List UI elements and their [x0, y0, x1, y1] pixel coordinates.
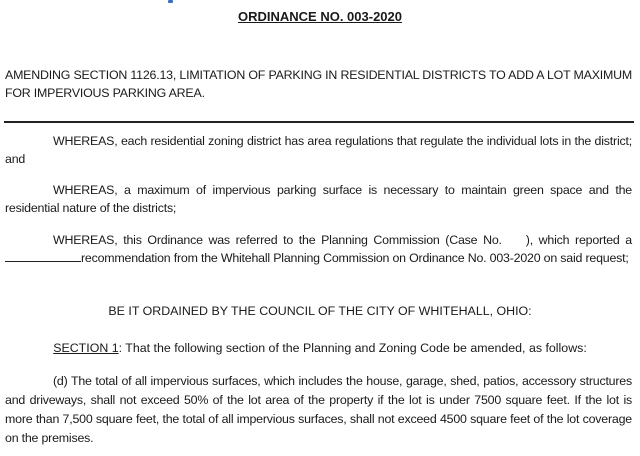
section-label: SECTION 1: [53, 341, 119, 355]
divider: [4, 121, 634, 123]
whereas-paragraph-3: [5, 231, 632, 267]
clause-d: (d) The total of all impervious surfaces, which includes the house, garage, shed, patios, accessory structures and driveways, shall not exceed 50% of the lot area of the property if the lot is under 7500 square feet. If the lot is more than 7,500 square feet, the total of all impervious surfaces, shall not exceed 4500 square feet of the lot coverage on the premises.: [5, 374, 632, 445]
recommendation-blank: [5, 250, 81, 262]
whereas-3-part-a: WHEREAS, this Ordinance was referred to the Planning Commission (Case No.: [53, 233, 502, 247]
subject-heading: AMENDING SECTION 1126.13, LIMITATION OF PARKING IN RESIDENTIAL DISTRICTS TO ADD A LOT MAXIMUM FOR IMPERVIOUS PARKING AREA.: [5, 68, 632, 100]
whereas-paragraph-2: WHEREAS, a maximum of impervious parking surface is necessary to maintain green space and the residential nature of the districts;: [5, 183, 632, 215]
whereas-paragraph-1: WHEREAS, each residential zoning district has area regulations that regulate the individual lots in the district; and: [5, 134, 632, 166]
section-text: : That the following section of the Planning and Zoning Code be amended, as follows:: [118, 341, 587, 355]
blue-mark: [168, 0, 173, 3]
whereas-3-part-b: ), which reported a: [525, 233, 632, 247]
whereas-3-part-c: recommendation from the Whitehall Planning Commission on Ordinance No. 003-2020 on said request;: [81, 251, 629, 265]
title-text: ORDINANCE NO. 003-2020: [238, 9, 402, 24]
section-1: [0, 339, 640, 357]
ordained-statement: BE IT ORDAINED BY THE COUNCIL OF THE CITY OF WHITEHALL, OHIO:: [108, 304, 532, 318]
ordinance-title: [0, 9, 640, 24]
